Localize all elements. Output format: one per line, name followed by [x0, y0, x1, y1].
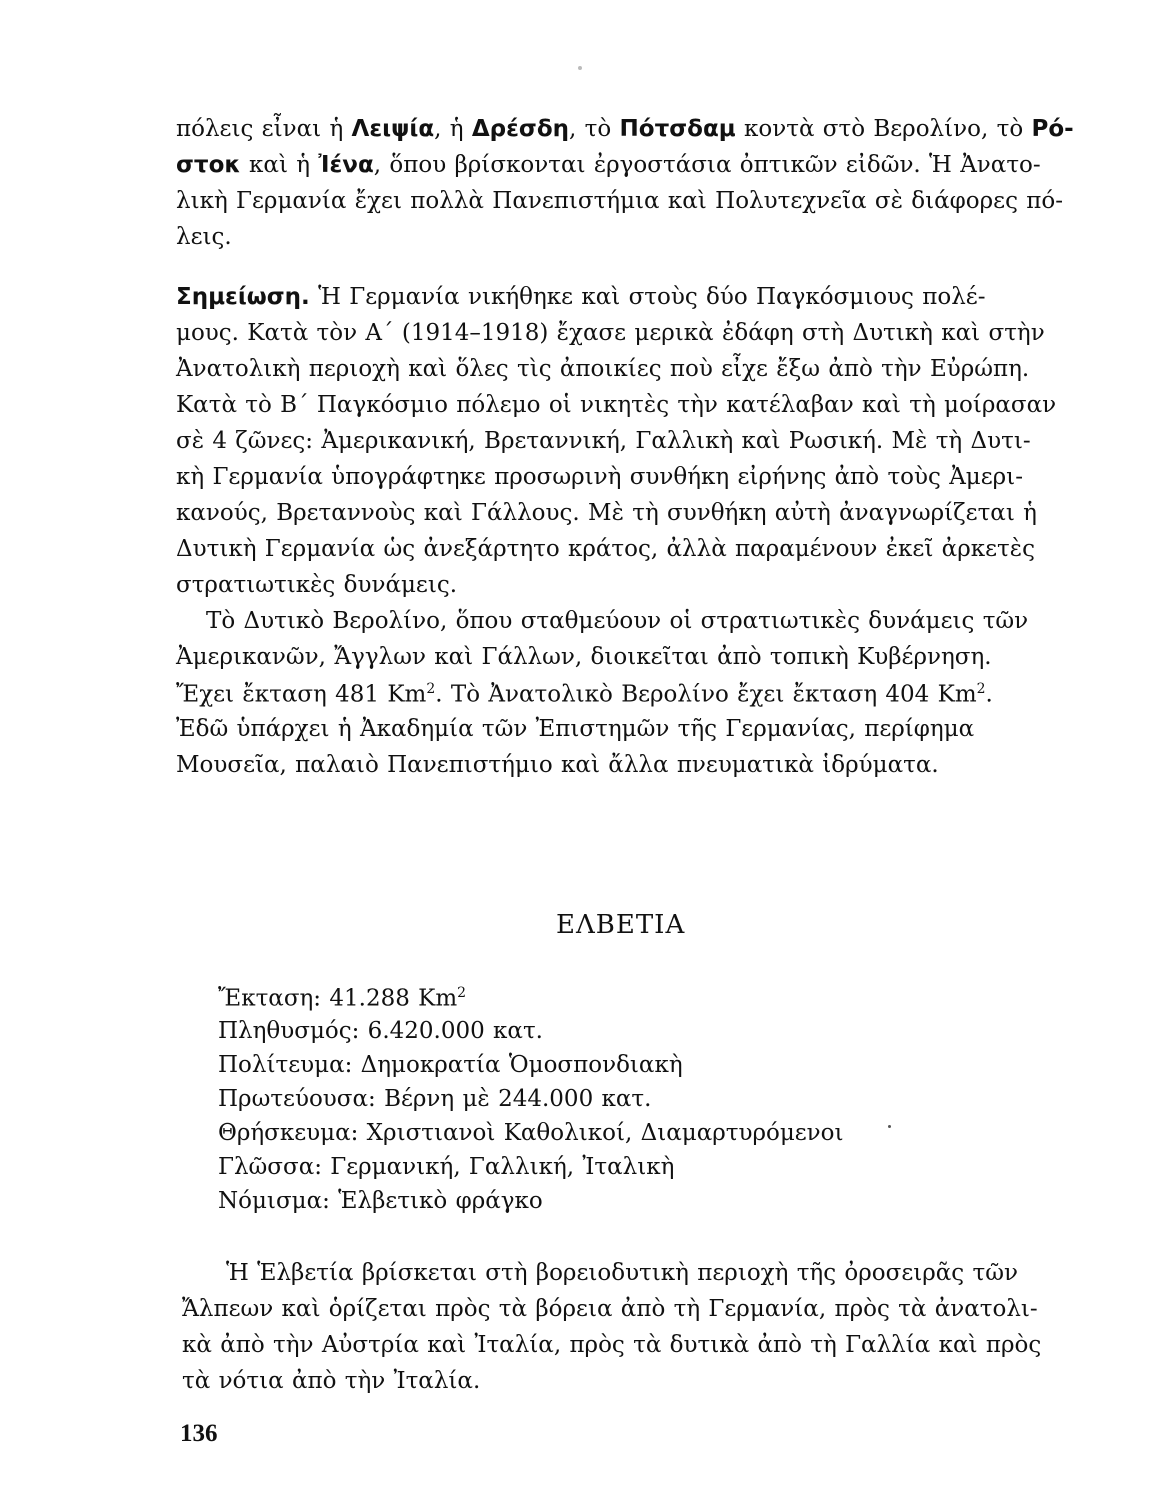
text-line: μους. Κατὰ τὸν Α΄ (1914–1918) ἔχασε μερικὰ ἐδάφη στὴ Δυτικὴ καὶ στὴν	[176, 320, 1045, 346]
text-line: κὴ Γερμανία ὑπογράφτηκε προσωρινὴ συνθήκη εἰρήνης ἀπὸ τοὺς Ἀμερι-	[176, 464, 1023, 490]
section-title: ΕΛΒΕΤΙΑ	[556, 910, 686, 940]
text-line: Ἐδῶ ὑπάρχει ἡ Ἀκαδημία τῶν Ἐπιστημῶν τῆς Γερμανίας, περίφημα	[176, 716, 975, 742]
text-line: Μουσεῖα, παλαιὸ Πανεπιστήμιο καὶ ἄλλα πνευματικὰ ἱδρύματα.	[176, 752, 939, 778]
bold-term: Πότσδαμ	[619, 116, 736, 142]
fact-language: Γλῶσσα: Γερμανική, Γαλλική, Ἰταλικὴ	[218, 1154, 675, 1180]
fact-government: Πολίτευμα: Δημοκρατία Ὁμοσπονδιακὴ	[218, 1052, 683, 1078]
fact-population: Πληθυσμός: 6.420.000 κατ.	[218, 1018, 543, 1044]
text-line: πόλεις εἶναι ἡ Λειψία, ἡ Δρέσδη, τὸ Πότσδαμ κοντὰ στὸ Βερολίνο, τὸ Ρό-	[176, 116, 1074, 142]
text-line: Ἡ Ἑλβετία βρίσκεται στὴ βορειοδυτικὴ περιοχὴ τῆς ὀροσειρᾶς τῶν	[226, 1260, 1018, 1286]
text-line: λικὴ Γερμανία ἔχει πολλὰ Πανεπιστήμια καὶ Πολυτεχνεῖα σὲ διάφορες πό-	[176, 188, 1063, 214]
bold-term: Λειψία	[351, 116, 435, 142]
text-line: κανούς, Βρεταννοὺς καὶ Γάλλους. Μὲ τὴ συνθήκη αὐτὴ ἀναγνωρίζεται ἡ	[176, 500, 1037, 526]
text-line: στρατιωτικὲς δυνάμεις.	[176, 572, 458, 598]
bold-term: Ρό-	[1031, 116, 1074, 142]
text-line: Ἄλπεων καὶ ὁρίζεται πρὸς τὰ βόρεια ἀπὸ τὴ Γερμανία, πρὸς τὰ ἀνατολι-	[182, 1296, 1038, 1322]
text-line: Ἔχει ἔκταση 481 Km$^2$. Τὸ Ἀνατολικὸ Βερολίνο ἔχει ἔκταση 404 Km$^2$.	[176, 681, 993, 708]
fact-religion: Θρήσκευμα: Χριστιανοὶ Καθολικοί, Διαμαρτυρόμενοι	[218, 1120, 844, 1146]
bold-term: Δρέσδη	[471, 116, 570, 142]
text-line: Σημείωση. Ἡ Γερμανία νικήθηκε καὶ στοὺς δύο Παγκόσμιους πολέ-	[176, 284, 986, 310]
fact-currency: Νόμισμα: Ἑλβετικὸ φράγκο	[218, 1188, 543, 1214]
text-line: Ἀνατολικὴ περιοχὴ καὶ ὅλες τὶς ἀποικίες ποὺ εἶχε ἔξω ἀπὸ τὴν Εὐρώπη.	[176, 356, 1030, 382]
note-label: Σημείωση.	[176, 284, 310, 310]
bold-term: Ἰένα	[318, 152, 374, 178]
text-line: στοκ καὶ ἡ Ἰένα, ὅπου βρίσκονται ἐργοστάσια ὀπτικῶν εἰδῶν. Ἡ Ἀνατο-	[176, 152, 1041, 178]
speck	[888, 1125, 891, 1128]
text-line: λεις.	[176, 224, 232, 250]
speck	[578, 66, 582, 70]
text-line: Ἀμερικανῶν, Ἄγγλων καὶ Γάλλων, διοικεῖται ἀπὸ τοπικὴ Κυβέρνηση.	[176, 644, 992, 670]
text-line: Κατὰ τὸ Β΄ Παγκόσμιο πόλεμο οἱ νικητὲς τὴν κατέλαβαν καὶ τὴ μοίρασαν	[176, 392, 1057, 418]
fact-area: Ἔκταση: 41.288 Km$^2$	[218, 985, 467, 1012]
text-line: σὲ 4 ζῶνες: Ἀμερικανική, Βρεταννική, Γαλλικὴ καὶ Ρωσική. Μὲ τὴ Δυτι-	[176, 428, 1031, 454]
text-line: Τὸ Δυτικὸ Βερολίνο, ὅπου σταθμεύουν οἱ στρατιωτικὲς δυνάμεις τῶν	[206, 608, 1029, 634]
text-line: τὰ νότια ἀπὸ τὴν Ἰταλία.	[182, 1368, 481, 1394]
bold-term: στοκ	[176, 152, 241, 178]
fact-capital: Πρωτεύουσα: Βέρνη μὲ 244.000 κατ.	[218, 1086, 652, 1112]
text-line: Δυτικὴ Γερμανία ὡς ἀνεξάρτητο κράτος, ἀλλὰ παραμένουν ἐκεῖ ἀρκετὲς	[176, 536, 1035, 562]
page-number: 136	[180, 1420, 218, 1447]
text-line: κὰ ἀπὸ τὴν Αὐστρία καὶ Ἰταλία, πρὸς τὰ δυτικὰ ἀπὸ τὴ Γαλλία καὶ πρὸς	[182, 1332, 1042, 1358]
